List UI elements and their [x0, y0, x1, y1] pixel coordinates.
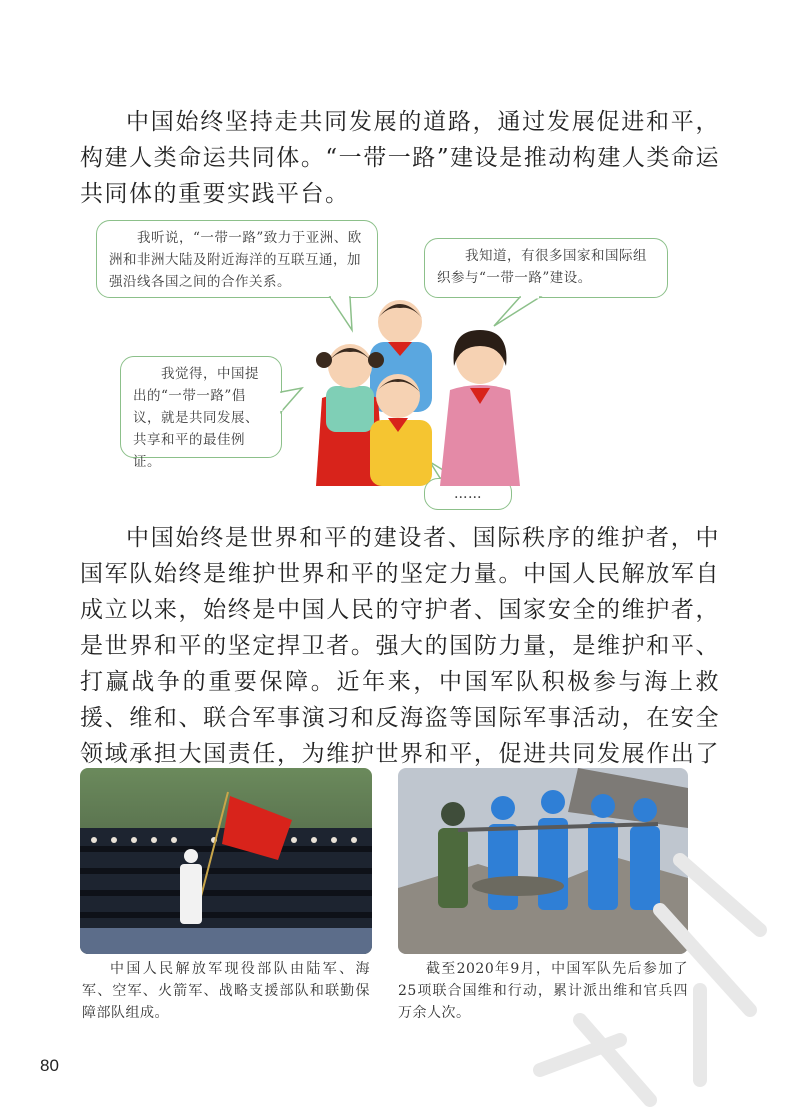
- speech-bubble-text: 我觉得，中国提出的“一带一路”倡议，就是共同发展、共享和平的最佳例证。: [133, 366, 259, 470]
- page-number: 80: [40, 1056, 59, 1075]
- parade-image: [80, 768, 372, 954]
- children-illustration: [300, 290, 540, 500]
- speech-bubble-text: 我知道，有很多国家和国际组织参与“一带一路”建设。: [437, 248, 647, 286]
- intro-paragraph: 中国始终坚持走共同发展的道路，通过发展促进和平，构建人类命运共同体。“一带一路”建设是推动构建人类命运共同体的重要实践平台。: [80, 109, 720, 207]
- military-paragraph: 中国始终是世界和平的建设者、国际秩序的维护者，中国军队始终是维护世界和平的坚定力量。中国人民解放军自成立以来，始终是中国人民的守护者、国家安全的维护者，是世界和平的坚定捍卫者。强大的国防力量，是维护和平、打赢战争的重要保障。近年来，中国军队积极参与海上救援、维和、联合军事演习和反海盗等国际军事活动，在安全领域承担大国责任，为维护世界和平，促进共同发展作出了: [80, 525, 720, 767]
- parade-photo-caption: 中国人民解放军现役部队由陆军、海军、空军、火箭军、战略支援部队和联勤保障部队组成。: [82, 961, 370, 1021]
- speech-bubble-text: ……: [454, 486, 482, 502]
- parade-photo: [80, 768, 372, 954]
- girl-pink-dress: [440, 330, 520, 486]
- peacekeeping-photo-caption: 截至2020年9月，中国军队先后参加了25项联合国维和行动，累计派出维和官兵四万余人次。: [398, 961, 688, 1021]
- speech-bubble-text: 我听说，“一带一路”致力于亚洲、欧洲和非洲大陆及附近海洋的互联互通，加强沿线各国之间的合作关系。: [109, 230, 362, 290]
- watermark: [500, 820, 800, 1120]
